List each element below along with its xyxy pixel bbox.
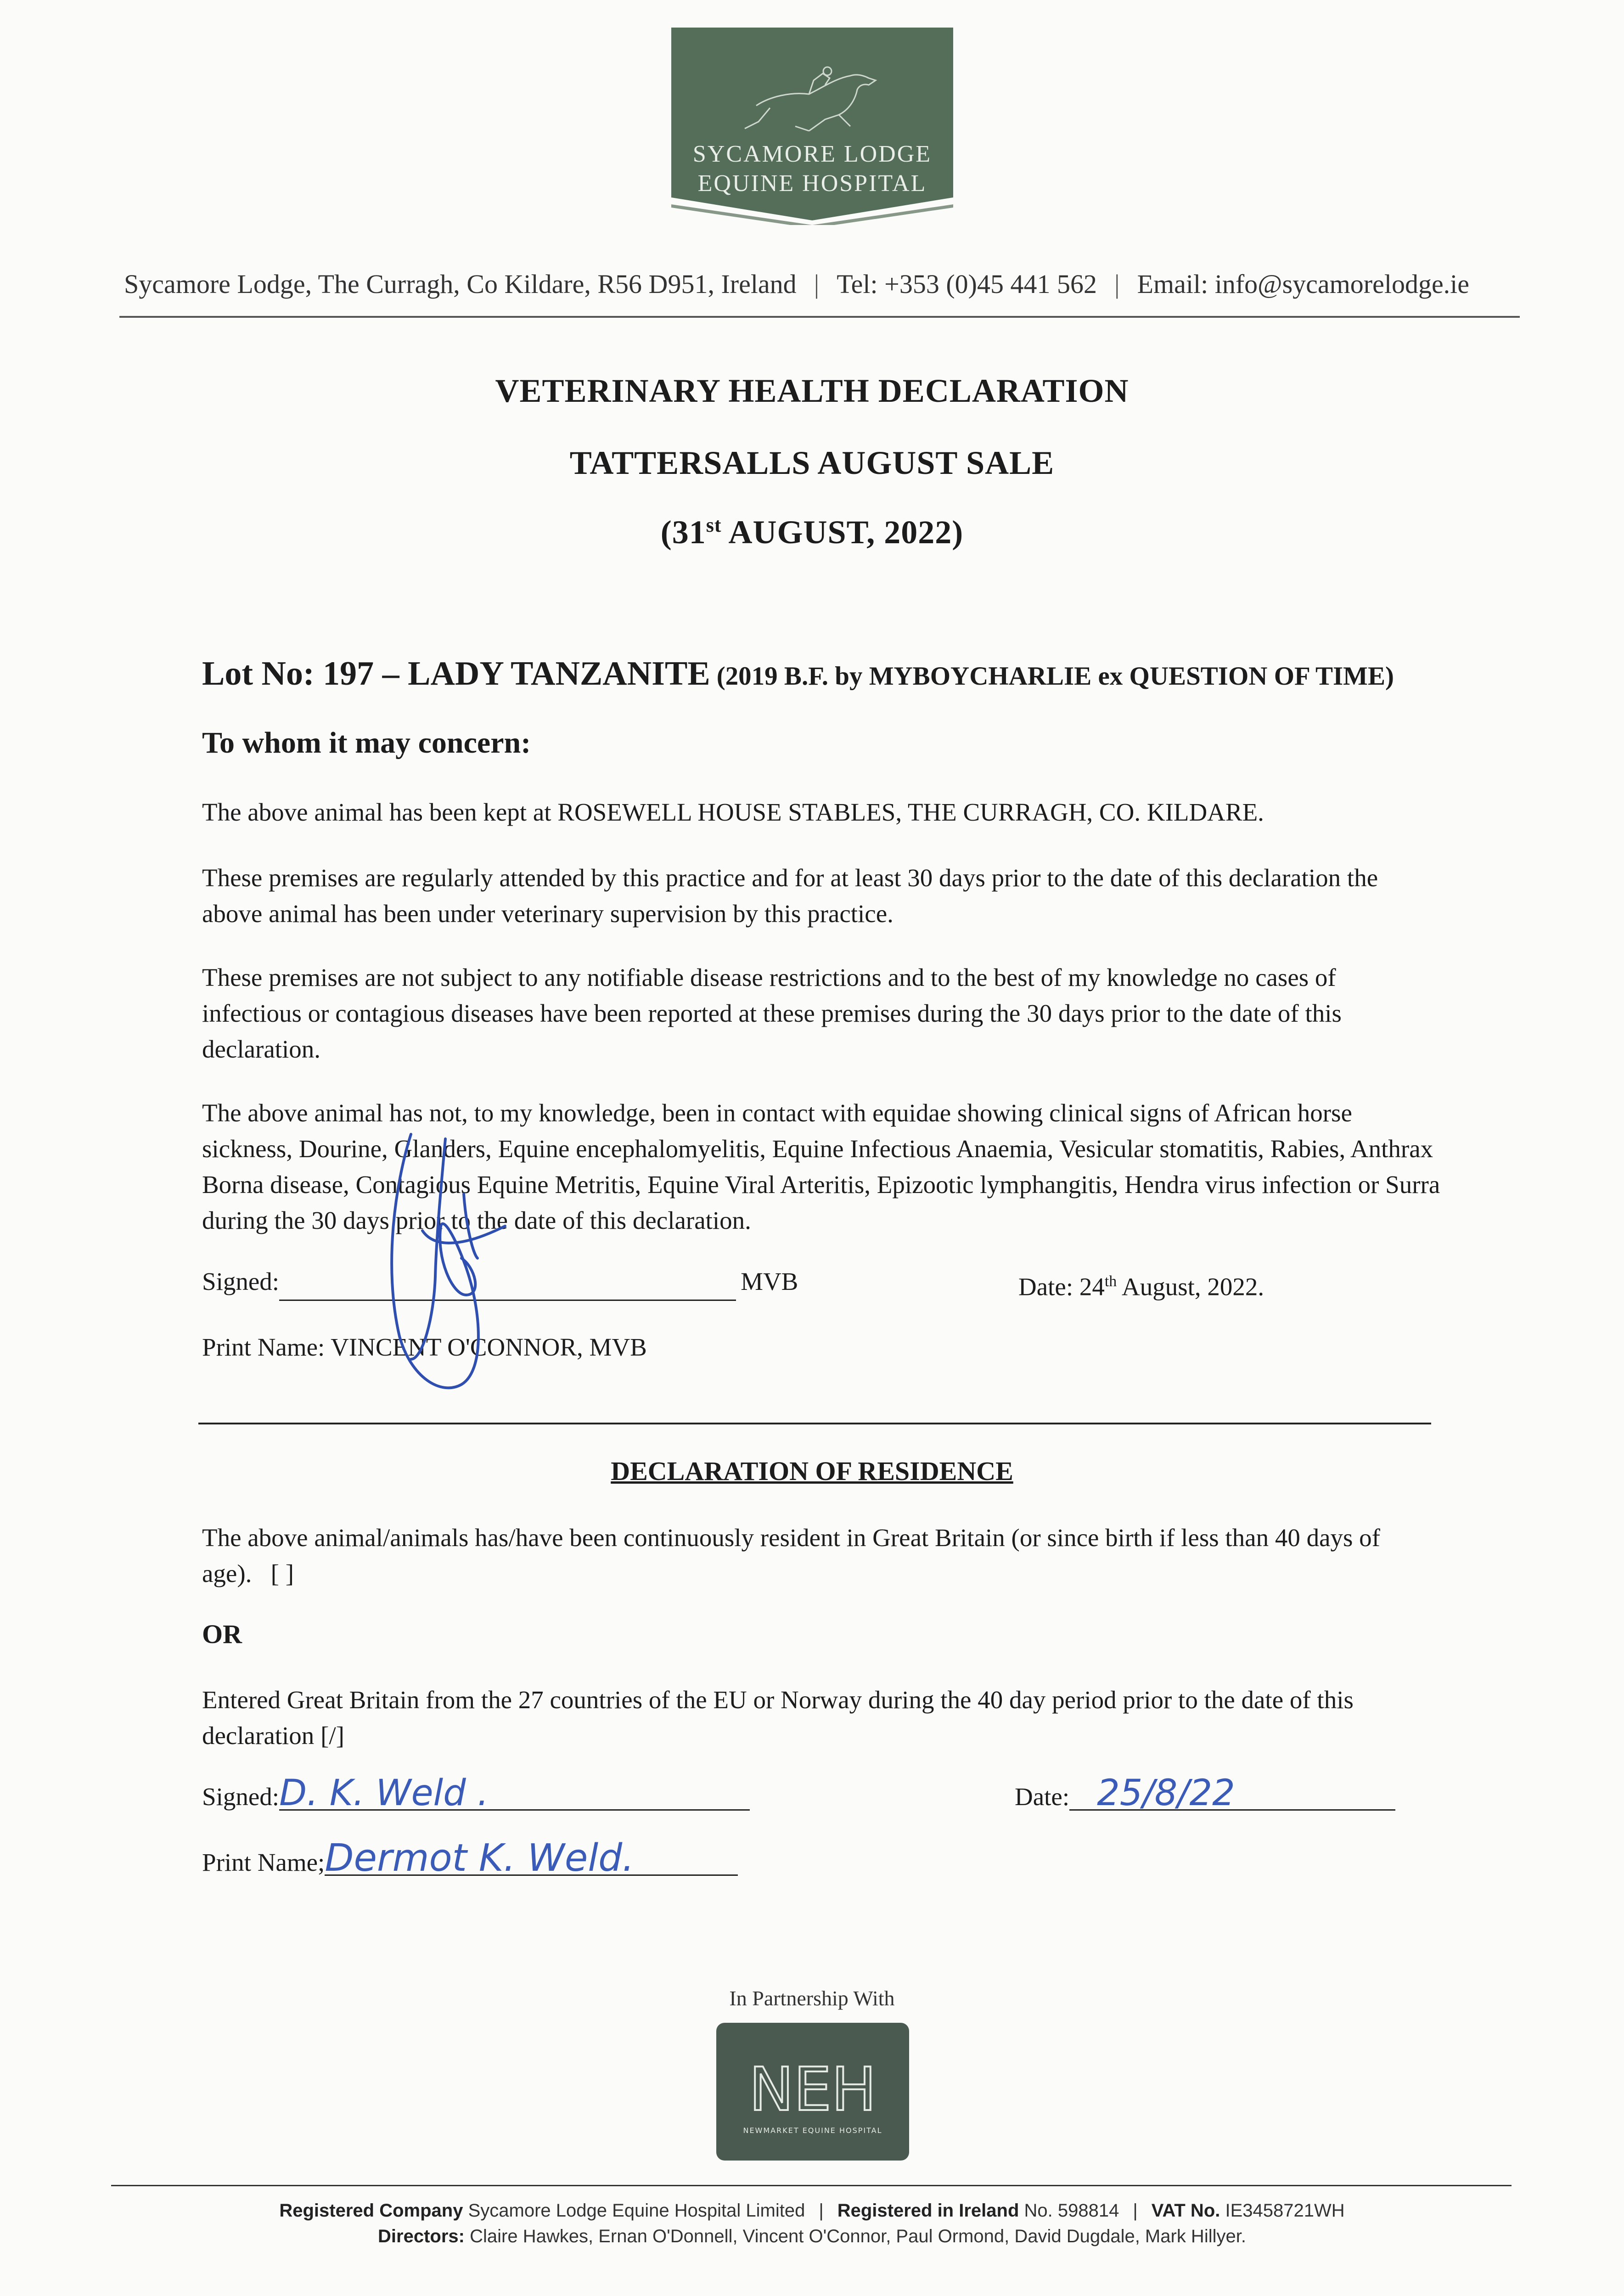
paragraph-disease: These premises are not subject to any notifiable disease restrictions and to the best of my knowledge no cases of infectious or contagious diseases have been reported at these premises during the 30 days prior to the date of this declaration. xyxy=(202,963,1342,1063)
logo-line2: EQUINE HOSPITAL xyxy=(697,170,927,197)
residence-signed-row: Signed:D. K. Weld . xyxy=(202,1777,845,1815)
lot-detail: (2019 B.F. by MYBOYCHARLIE ex QUESTION OF TIME) xyxy=(716,662,1394,691)
option1-checkbox[interactable]: [ ] xyxy=(270,1559,294,1587)
residence-option1: The above animal/animals has/have been continuously resident in Great Britain (or since birth if less than 40 days of age). [ ] xyxy=(202,1524,1380,1587)
residence-print-name: Dermot K. Weld. xyxy=(325,1842,738,1876)
section-divider xyxy=(198,1423,1431,1424)
neh-logo-text: NEH xyxy=(749,2054,877,2124)
logo-line1: SYCAMORE LODGE xyxy=(692,141,932,167)
title-line1: VETERINARY HEALTH DECLARATION xyxy=(495,372,1129,409)
partner-label: In Partnership With xyxy=(729,1986,895,2010)
neh-logo-subtitle: NEWMARKET EQUINE HOSPITAL xyxy=(743,2126,882,2135)
header-address: Sycamore Lodge, The Curragh, Co Kildare, R56 D951, Ireland xyxy=(124,269,797,299)
paragraph-contact: The above animal has not, to my knowledge, been in contact with equidae showing clinical signs of African horse sickness, Dourine, Glanders, Equine encephalomyelitis, Equine Infectious Anaemia, Vesicular stomatitis, Rabies, Anthrax Borna disease, Contagious Equine Metritis, Equine Viral Arteritis, Epizootic lymphangitis, Hendra virus infection or Surra during the 30 days prior to the date of this declaration. xyxy=(202,1099,1440,1234)
lot-main: Lot No: 197 – LADY TANZANITE xyxy=(202,655,710,692)
vet-suffix: MVB xyxy=(741,1267,798,1295)
salutation: To whom it may concern: xyxy=(202,726,531,760)
title-line2: TATTERSALLS AUGUST SALE xyxy=(569,445,1055,481)
residence-date: 25/8/22 xyxy=(1069,1777,1395,1811)
vet-print-name: Print Name: VINCENT O'CONNOR, MVB xyxy=(202,1333,647,1361)
residence-signature: D. K. Weld . xyxy=(279,1777,750,1811)
sycamore-lodge-logo xyxy=(671,28,953,225)
vet-signed-row: Signed: MVB xyxy=(202,1264,845,1301)
header-email: Email: info@sycamorelodge.ie xyxy=(1137,269,1470,299)
paragraph-premises: The above animal has been kept at ROSEWELL HOUSE STABLES, THE CURRAGH, CO. KILDARE. xyxy=(202,798,1264,826)
header-divider xyxy=(119,316,1520,318)
residence-option2: Entered Great Britain from the 27 countries of the EU or Norway during the 40 day period prior to the date of this declaration [/] xyxy=(202,1686,1354,1750)
neh-logo xyxy=(716,2023,909,2161)
paragraph-supervision: These premises are regularly attended by this practice and for at least 30 days prior to the date of this declaration the above animal has been under veterinary supervision by this practice. xyxy=(202,864,1378,928)
header-contact: Sycamore Lodge, The Curragh, Co Kildare, R56 D951, Ireland | Tel: +353 (0)45 441 562 | Email: info@sycamorelodge.ie xyxy=(124,269,1470,299)
lot-line xyxy=(202,654,1394,693)
residence-print-row: Print Name;Dermot K. Weld. xyxy=(202,1842,891,1880)
header-tel: Tel: +353 (0)45 441 562 xyxy=(837,269,1097,299)
vet-date: Date: 24th August, 2022. xyxy=(1018,1272,1264,1301)
residence-title: DECLARATION OF RESIDENCE xyxy=(611,1456,1013,1486)
footer-directors: Directors: Claire Hawkes, Ernan O'Donnell, Vincent O'Connor, Paul Ormond, David Dugdale, Mark Hillyer. xyxy=(378,2226,1246,2246)
or-label: OR xyxy=(202,1619,242,1649)
title-line3: (31st AUGUST, 2022) xyxy=(660,514,964,551)
residence-date-row: Date: 25/8/22 xyxy=(1015,1777,1428,1815)
footer-registration: Registered Company Sycamore Lodge Equine Hospital Limited | Registered in Ireland No. 598814 | VAT No. IE3458721WH xyxy=(279,2200,1345,2221)
footer-divider xyxy=(111,2185,1512,2186)
vet-signature xyxy=(367,1120,542,1414)
option2-checkbox[interactable]: [/] xyxy=(320,1722,344,1750)
